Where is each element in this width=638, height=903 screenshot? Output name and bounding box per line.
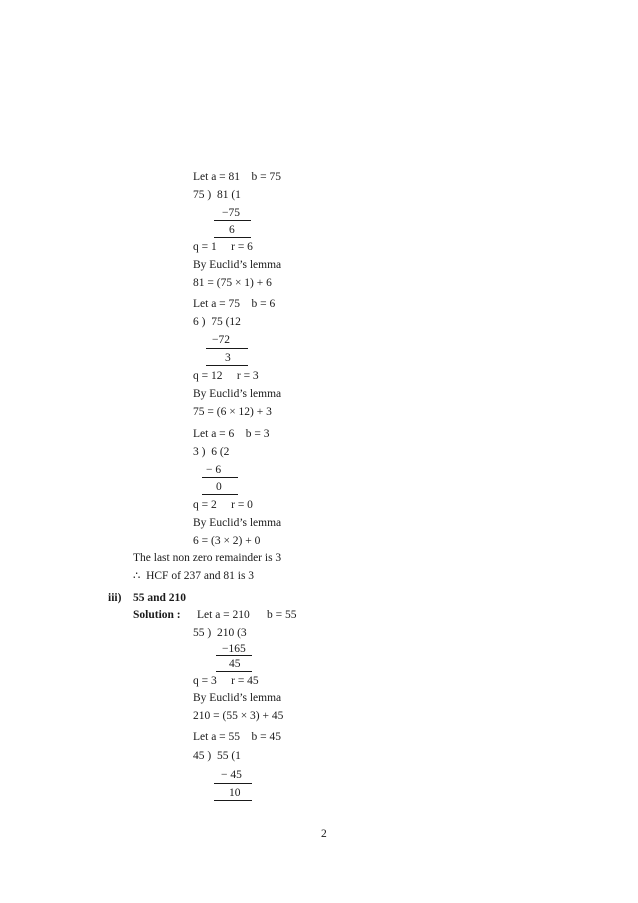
division-rule <box>202 477 238 478</box>
remainder: 10 <box>229 787 241 799</box>
let-statement: Let a = 55 b = 45 <box>193 731 282 743</box>
lemma-equation: 81 = (75 × 1) + 6 <box>193 277 272 289</box>
division-rule <box>202 494 238 495</box>
division-step: 6 ) 75 (12 <box>193 316 241 328</box>
division-step: 3 ) 6 (2 <box>193 446 230 458</box>
lemma-label: By Euclid’s lemma <box>193 259 282 271</box>
division-step: 75 ) 81 (1 <box>193 189 241 201</box>
let-statement: Let a = 6 b = 3 <box>193 428 270 440</box>
conclusion-remainder: The last non zero remainder is 3 <box>133 552 282 564</box>
lemma-equation: 75 = (6 × 12) + 3 <box>193 406 272 418</box>
remainder: 3 <box>225 352 231 364</box>
division-rule <box>214 220 251 221</box>
division-rule <box>216 671 252 672</box>
lemma-label: By Euclid’s lemma <box>193 692 282 704</box>
page-number: 2 <box>321 828 327 840</box>
division-rule <box>214 783 252 784</box>
division-step: 55 ) 210 (3 <box>193 627 247 639</box>
division-rule <box>206 348 248 349</box>
division-step: 45 ) 55 (1 <box>193 750 241 762</box>
subtraction-line: − 45 <box>221 769 242 781</box>
quotient-remainder: q = 1 r = 6 <box>193 241 253 253</box>
division-rule <box>216 655 252 656</box>
let-statement: Let a = 210 b = 55 <box>197 609 297 621</box>
remainder: 6 <box>229 224 235 236</box>
division-rule <box>214 800 252 801</box>
lemma-label: By Euclid’s lemma <box>193 388 282 400</box>
part-label: iii) <box>108 592 122 604</box>
lemma-label: By Euclid’s lemma <box>193 517 282 529</box>
subtraction-line: −75 <box>222 207 240 219</box>
subtraction-line: − 6 <box>206 464 222 476</box>
quotient-remainder: q = 12 r = 3 <box>193 370 259 382</box>
subtraction-line: −165 <box>222 643 246 655</box>
remainder: 45 <box>229 658 241 670</box>
subtraction-line: −72 <box>212 334 230 346</box>
let-statement: Let a = 75 b = 6 <box>193 298 276 310</box>
lemma-equation: 210 = (55 × 3) + 45 <box>193 710 284 722</box>
lemma-equation: 6 = (3 × 2) + 0 <box>193 535 261 547</box>
division-rule <box>206 365 248 366</box>
quotient-remainder: q = 2 r = 0 <box>193 499 253 511</box>
solution-label: Solution : <box>133 609 181 621</box>
division-rule <box>214 237 251 238</box>
part-title: 55 and 210 <box>133 592 187 604</box>
conclusion-hcf: ∴ HCF of 237 and 81 is 3 <box>133 570 255 582</box>
quotient-remainder: q = 3 r = 45 <box>193 675 259 687</box>
remainder: 0 <box>216 481 222 493</box>
let-statement: Let a = 81 b = 75 <box>193 171 282 183</box>
